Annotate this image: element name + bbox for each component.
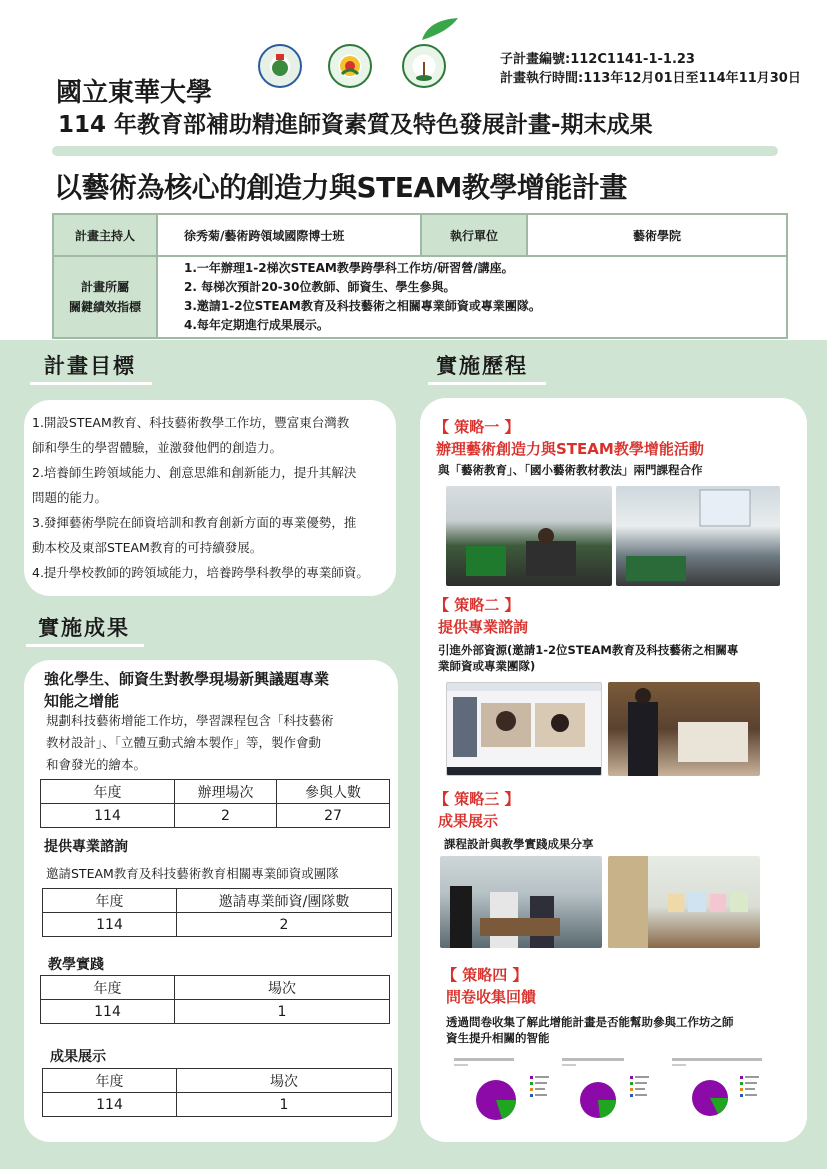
results-block3-title: 教學實踐: [48, 957, 104, 973]
goal-line: 4.提升學校教師的跨領域能力，培養跨學科教學的專業師資。: [32, 565, 369, 580]
workshop-photo-2: [616, 486, 780, 586]
strategy3-title: 成果展示: [438, 812, 499, 830]
history-heading-underline: [428, 382, 546, 385]
survey-pie-chart-2: [558, 1054, 668, 1124]
goals-heading: 計畫目標: [44, 354, 136, 378]
results-block1-desc-line: 規劃科技藝術增能工作坊，學習課程包含「科技藝術: [46, 713, 334, 728]
goal-line: 2.培養師生跨領域能力、創意思維和創新能力，提升其解決: [32, 465, 357, 480]
table-header: 場次: [175, 976, 390, 1000]
results-block1-desc-line: 和會發光的繪本。: [46, 757, 147, 772]
results-block1-title-1: 強化學生、師資生對教學現場新興議題專業: [44, 670, 330, 688]
project-period: 計畫執行時間:113年12月01日至114年11月30日: [500, 71, 801, 86]
table-cell: 1: [175, 1000, 390, 1024]
results-heading: 實施成果: [38, 616, 130, 640]
history-card: [420, 398, 807, 1142]
kpi-label: [53, 256, 157, 338]
strategy1-desc: 與「藝術教育」、「國小藝術教材教法」兩門課程合作: [438, 463, 703, 477]
goal-line: 3.發揮藝術學院在師資培訓和教育創新方面的專業優勢，推: [32, 515, 357, 530]
survey-pie-chart-1: [450, 1054, 560, 1124]
table-cell: 114: [41, 804, 175, 828]
table-cell: 2: [175, 804, 277, 828]
main-title: 114 年教育部補助精進師資素質及特色發展計畫-期末成果: [58, 112, 653, 138]
survey-pie-chart-3: [670, 1054, 780, 1124]
table-header: 場次: [177, 1069, 392, 1093]
strategy4-desc-line: 資生提升相關的智能: [446, 1031, 550, 1045]
results-card: [24, 660, 398, 1142]
table-cell: 114: [43, 1093, 177, 1117]
strategy1-tag: 【 策略一 】: [434, 418, 520, 436]
strategy3-desc: 課程設計與教學實踐成果分享: [444, 837, 594, 851]
kpi-list: [157, 256, 787, 338]
results-table-workshops: [40, 779, 390, 828]
kpi-item: 1.一年辦理1-2梯次STEAM教學跨學科工作坊/研習營/講座。: [184, 261, 514, 275]
results-block1-desc: [46, 710, 334, 776]
online-consulting-photo: [446, 682, 602, 776]
results-table-exhibition: [42, 1068, 392, 1117]
table-cell: 114: [41, 1000, 175, 1024]
table-header: 辦理場次: [175, 780, 277, 804]
strategy4-desc: [446, 1014, 734, 1046]
host-value: 徐秀菊/藝術跨領域國際博士班: [157, 214, 421, 256]
table-cell: 114: [43, 913, 177, 937]
kpi-item: 3.邀請1-2位STEAM教育及科技藝術之相關專業師資或專業團隊。: [184, 299, 541, 313]
table-header: 年度: [41, 976, 175, 1000]
goal-line: 問題的能力。: [32, 490, 108, 505]
goals-card: [24, 400, 396, 596]
table-cell: 27: [277, 804, 390, 828]
results-table-practice: [40, 975, 390, 1024]
strategy4-desc-line: 透過問卷收集了解此增能計畫是否能幫助參與工作坊之師: [446, 1015, 734, 1029]
table-header: 年度: [43, 1069, 177, 1093]
strategy1-title: 辦理藝術創造力與STEAM教學增能活動: [436, 440, 704, 458]
kpi-label-line-1: 計畫所屬: [80, 280, 129, 294]
kpi-item: 4.每年定期進行成果展示。: [184, 318, 329, 332]
results-heading-underline: [26, 644, 144, 647]
results-block4-title: 成果展示: [50, 1049, 106, 1065]
project-title: 以藝術為核心的創造力與STEAM教學增能計畫: [54, 171, 627, 204]
table-cell: 2: [177, 913, 392, 937]
project-code: 子計畫編號:112C1141-1-1.23: [500, 52, 695, 67]
sprout-leaf-icon: [418, 14, 462, 46]
host-label: 計畫主持人: [53, 214, 157, 256]
table-header: 年度: [41, 780, 175, 804]
kpi-item: 2. 每梯次預計20-30位教師、師資生、學生參與。: [184, 280, 456, 294]
strategy4-title: 問卷收集回饋: [446, 988, 537, 1006]
results-block1-title-2: 知能之增能: [44, 692, 120, 710]
table-cell: 1: [177, 1093, 392, 1117]
goal-line: 動本校及東部STEAM教育的可持續發展。: [32, 540, 263, 555]
goal-line: 1.開設STEAM教育、科技藝術教學工作坊，豐富東台灣教: [32, 415, 350, 430]
kpi-label-line-2: 關鍵績效指標: [68, 300, 141, 314]
table-header: 參與人數: [277, 780, 390, 804]
strategy2-desc-line: 業師資或專業團隊): [438, 659, 536, 673]
strategy4-tag: 【 策略四 】: [442, 966, 528, 984]
showcase-photo-2: [608, 856, 760, 948]
table-header: 年度: [43, 889, 177, 913]
results-table-consulting: [42, 888, 392, 937]
university-emblem-logo: [328, 44, 372, 88]
goals-heading-underline: [30, 382, 152, 385]
unit-label: 執行單位: [421, 214, 527, 256]
unit-value: 藝術學院: [527, 214, 787, 256]
project-info-table: [52, 213, 788, 339]
teacher-education-center-logo: [402, 44, 446, 88]
showcase-photo-1: [440, 856, 602, 948]
exhibition-visit-photo: [608, 682, 760, 776]
strategy3-tag: 【 策略三 】: [434, 790, 520, 808]
goal-line: 師和學生的學習體驗，並激發他們的創造力。: [32, 440, 283, 455]
strategy2-tag: 【 策略二 】: [434, 596, 520, 614]
results-block1-desc-line: 教材設計」、「立體互動式繪本製作」等，製作會動: [46, 735, 322, 750]
university-name: 國立東華大學: [56, 78, 213, 108]
strategy2-title: 提供專業諮詢: [438, 618, 529, 636]
history-heading: 實施歷程: [436, 354, 528, 378]
ministry-of-education-logo: [258, 44, 302, 88]
results-block2-title: 提供專業諮詢: [44, 839, 128, 855]
strategy2-desc: [438, 642, 738, 674]
table-header: 邀請專業師資/團隊數: [177, 889, 392, 913]
workshop-photo-1: [446, 486, 612, 586]
title-divider: [52, 146, 778, 156]
strategy2-desc-line: 引進外部資源(邀請1-2位STEAM教育及科技藝術之相關專: [438, 643, 739, 657]
results-block2-desc: 邀請STEAM教育及科技藝術教育相關專業師資或團隊: [46, 866, 339, 881]
